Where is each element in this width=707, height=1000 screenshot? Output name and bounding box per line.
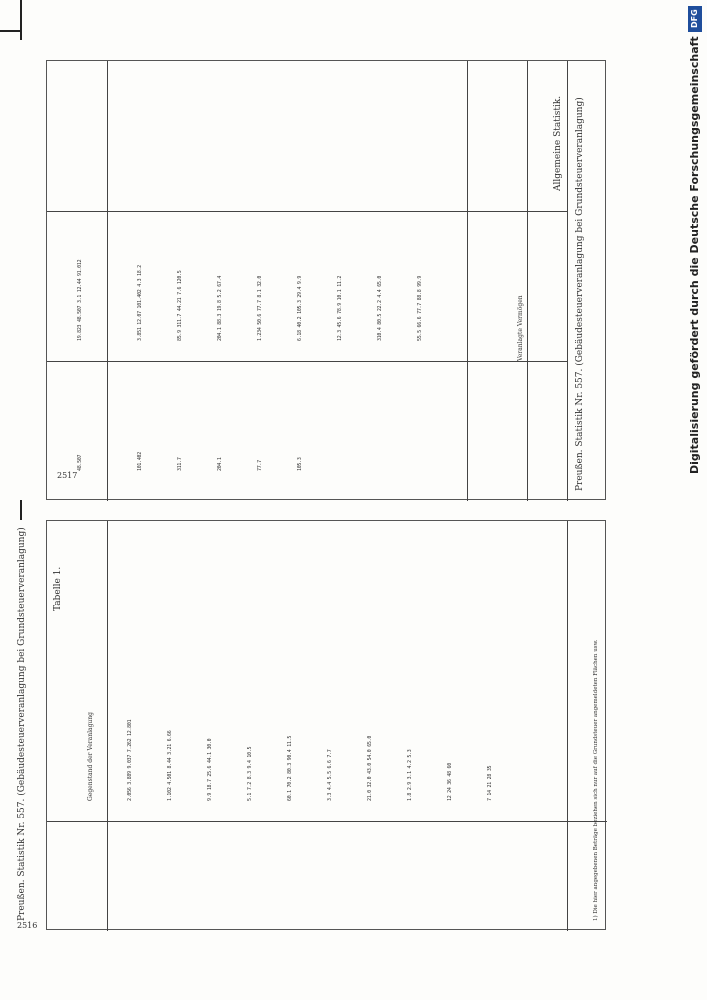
dfg-logo: DFG <box>688 6 702 32</box>
dfg-notice: Digitalisierung gefördert durch die Deutsche Forschungsgemeinschaft <box>688 36 701 474</box>
footnote: 1) Die hier angegebenen Beträge beziehen sich nur auf die Grundsteuer angemeldeten Flächen usw. <box>593 639 599 921</box>
table-top-half: Preußen. Statistik Nr. 557. (Gebäudesteuerveranlagung bei Grundsteuerveranlagung) Allgemeine Statistik. Veranlagte Vermögen 2517 19.823 48.507 3.1 12.44 91.012 3.851 12.07 101.402 4.3 18.2 85.9 311.7 44.21 7.6 120.5 204.1 88.3 19.8 5.2 67.4 1.234 50.6 77.7 8.1 32.0 6.18 40.2 105.3 29.4 9.9 12.3 45.6 78.9 10.1 11.2 310.4 80.5 22.2 4.4 65.0 55.5 66.6 77.7 88.8 99.9 48.507 101.402 311.7 204.1 77.7 105.3 <box>46 60 606 500</box>
table-label: Tabelle 1. <box>53 566 63 611</box>
page-number-top: 2517 <box>57 471 78 480</box>
group-head: Gegenstand der Veranlagung <box>87 712 94 801</box>
running-head-bottom: Preußen. Statistik Nr. 557. (Gebäudesteuerveranlagung bei Grundsteuerveranlagung) <box>17 527 27 921</box>
column-group-title: Veranlagte Vermögen <box>517 295 524 361</box>
section-head-top: Allgemeine Statistik. <box>553 95 563 191</box>
page-number-bottom: 2516 <box>17 921 38 930</box>
table-bottom-half: Preußen. Statistik Nr. 557. (Gebäudesteuerveranlagung bei Grundsteuerveranlagung) Tabelle 1. Gegenstand der Veranlagung 2516 2.056 3.889 9.037 7.262 12.801 1.102 4.501 8.44 3.21 6.66 9.9 18.7 25.6 44.1 30.0 5.1 7.2 8.3 9.4 10.5 60.1 70.2 80.3 90.4 11.5 3.3 4.4 5.5 6.6 7.7 21.0 32.0 43.0 54.0 65.0 1.8 2.9 3.1 4.2 5.3 12 24 36 48 60 7 14 21 28 35 1) Die hier angegebenen Beträge beziehen sich nur auf die Grundsteuer angemeldeten Flächen usw. <box>46 520 606 930</box>
running-head-top: Preußen. Statistik Nr. 557. (Gebäudesteuerveranlagung bei Grundsteuerveranlagung) <box>575 97 585 491</box>
